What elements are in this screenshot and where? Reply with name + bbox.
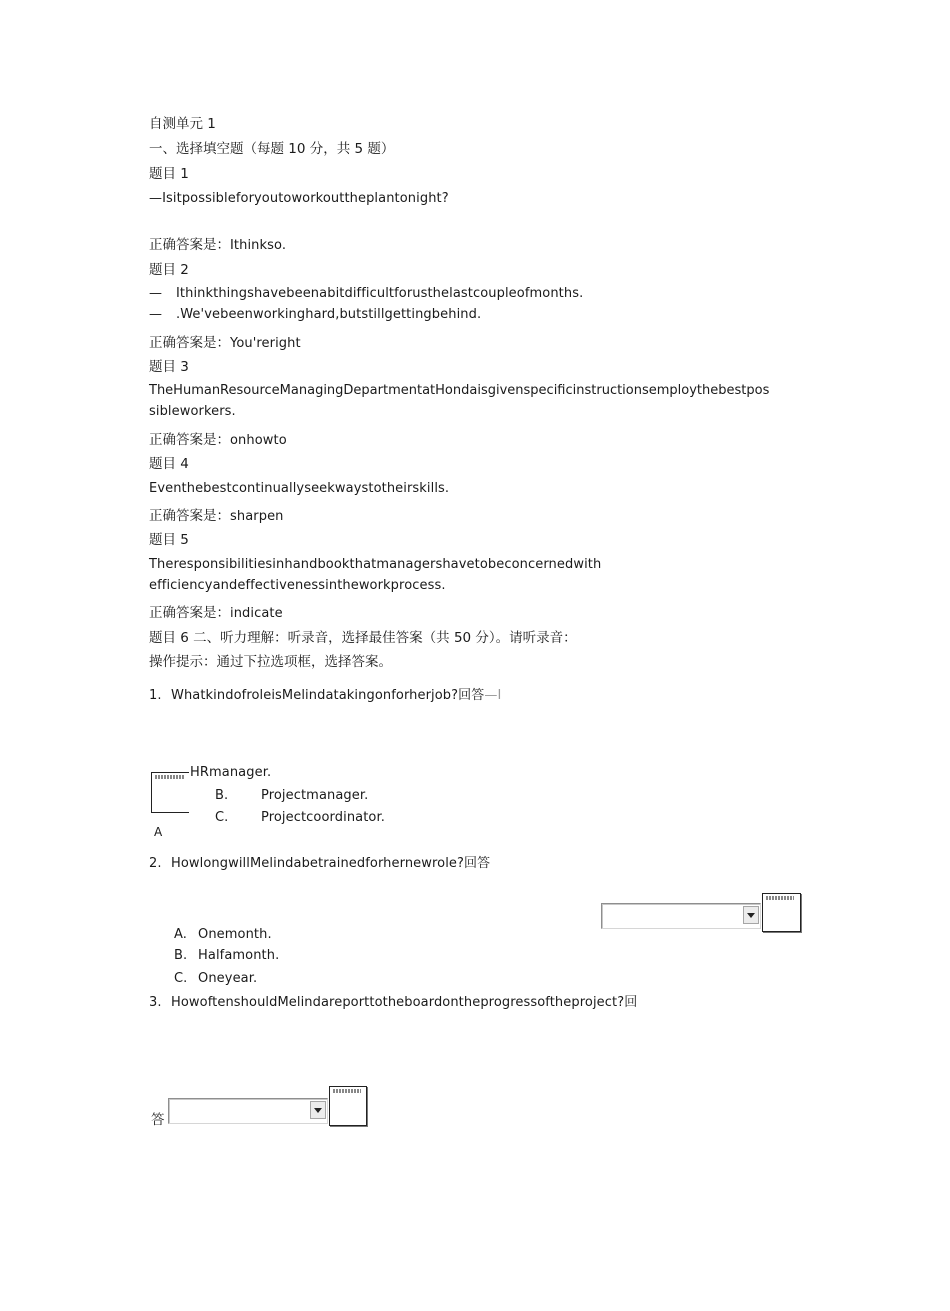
listening-2-text: HowlongwillMelindabetrainedforhernewrole?回答 xyxy=(171,856,491,871)
option-1a-text: HRmanager. xyxy=(190,765,272,780)
answer-prefix: 正确答案是： xyxy=(149,605,230,621)
question-5-line1: Theresponsibilitiesinhandbookthatmanagershavetobeconcernedwith xyxy=(149,557,602,572)
image-placeholder-icon xyxy=(151,772,189,813)
answer-prefix: 正确答案是： xyxy=(149,508,230,524)
option-1b-text: Projectmanager. xyxy=(261,788,369,803)
option-2b-text: Halfamonth. xyxy=(198,948,280,963)
answer-dropdown-2[interactable] xyxy=(601,903,761,929)
text-cursor: —I xyxy=(484,688,502,703)
question-4-text: Eventhebestcontinuallyseekwaystotheirskills. xyxy=(149,481,450,496)
listening-1-question: WhatkindofroleisMelindatakingonforherjob?回答 xyxy=(171,688,485,703)
dash-marker: — xyxy=(149,286,162,301)
answer-dropdown-3[interactable] xyxy=(168,1098,328,1124)
option-1c-letter: C. xyxy=(215,810,229,825)
image-placeholder-icon xyxy=(762,893,801,932)
answer-prefix: 正确答案是： xyxy=(149,335,230,351)
question-1-label: 题目 1 xyxy=(149,166,189,182)
option-2c-text: Oneyear. xyxy=(198,971,258,986)
divider xyxy=(151,772,189,773)
answer-char: 答 xyxy=(151,1112,165,1128)
question-5-label: 题目 5 xyxy=(149,532,189,548)
question-2-label: 题目 2 xyxy=(149,262,189,278)
question-2-line2: .We'vebeenworkinghard,butstillgettingbehind. xyxy=(176,307,482,322)
answer-prefix: 正确答案是： xyxy=(149,237,230,253)
question-2-answer xyxy=(149,334,301,353)
question-5-answer xyxy=(149,604,283,623)
question-3-line2: sibleworkers. xyxy=(149,404,236,419)
section1-title: 一、选择填空题（每题 10 分，共 5 题） xyxy=(149,141,395,157)
question-2-line1: Ithinkthingshavebeenabitdifficultforusthelastcoupleofmonths. xyxy=(176,286,584,301)
chevron-down-icon[interactable] xyxy=(310,1101,326,1119)
option-2a-text: Onemonth. xyxy=(198,927,272,942)
option-2c-letter: C. xyxy=(174,971,188,986)
option-2a-letter: A. xyxy=(174,927,187,942)
option-2b-letter: B. xyxy=(174,948,188,963)
question-4-answer xyxy=(149,507,284,526)
answer-value: Ithinkso. xyxy=(230,238,287,253)
operation-hint: 操作提示：通过下拉选项框，选择答案。 xyxy=(149,654,392,670)
listening-3-number: 3. xyxy=(149,995,162,1010)
chevron-down-icon[interactable] xyxy=(743,906,759,924)
unit-title: 自测单元 1 xyxy=(149,116,216,132)
question-3-line1: TheHumanResourceManagingDepartmentatHondaisgivenspecificinstructionsemploythebestpos xyxy=(149,383,770,398)
question-1-text: —Isitpossibleforyoutoworkouttheplantonight? xyxy=(149,191,449,206)
answer-value: sharpen xyxy=(230,509,284,524)
image-placeholder-icon xyxy=(329,1086,367,1126)
question-6-header: 题目 6 二、听力理解：听录音，选择最佳答案（共 50 分）。请听录音： xyxy=(149,630,577,646)
listening-2-number: 2. xyxy=(149,856,162,871)
answer-value: You'reright xyxy=(230,336,301,351)
listening-3-text: HowoftenshouldMelindareporttotheboardontheprogressoftheproject?回 xyxy=(171,995,638,1010)
listening-1-text xyxy=(171,687,501,705)
answer-prefix: 正确答案是： xyxy=(149,432,230,448)
question-3-label: 题目 3 xyxy=(149,359,189,375)
listening-1-number: 1. xyxy=(149,688,162,703)
question-1-answer xyxy=(149,236,286,255)
answer-value: indicate xyxy=(230,606,283,621)
option-1c-text: Projectcoordinator. xyxy=(261,810,385,825)
option-1b-letter: B. xyxy=(215,788,229,803)
question-5-line2: efficiencyandeffectivenessintheworkprocess. xyxy=(149,578,446,593)
question-4-label: 题目 4 xyxy=(149,456,189,472)
option-1a-letter: A xyxy=(154,825,163,839)
question-3-answer xyxy=(149,431,287,450)
answer-value: onhowto xyxy=(230,433,287,448)
dash-marker: — xyxy=(149,307,162,322)
